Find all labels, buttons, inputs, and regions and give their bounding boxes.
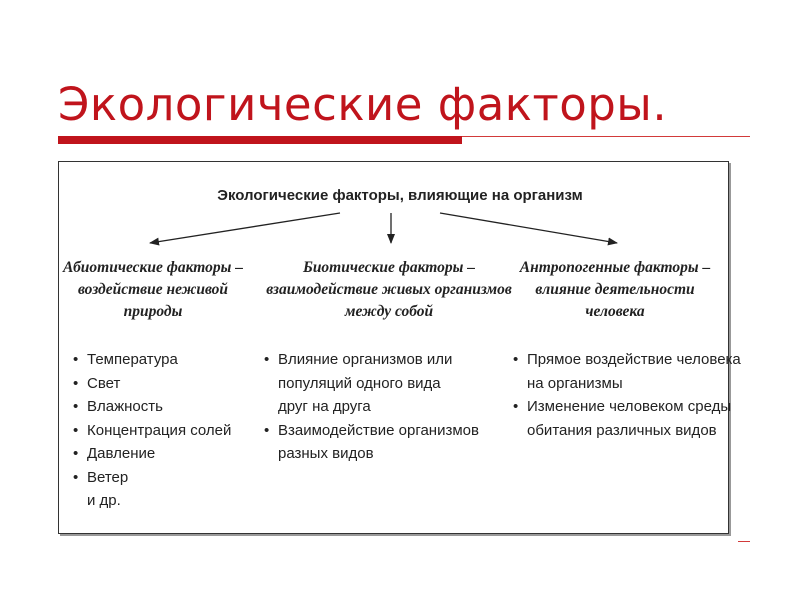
list-item: • Свет bbox=[72, 372, 231, 396]
list-item: друг на друга bbox=[278, 398, 371, 415]
footer-mark bbox=[738, 541, 750, 542]
list-item: • Концентрация солей bbox=[72, 419, 231, 443]
diagram-heading: Экологические факторы, влияющие на организм bbox=[217, 187, 583, 204]
anthropogenic-list bbox=[512, 348, 741, 442]
list-item: • Влияние организмов или bbox=[263, 348, 479, 372]
list-item: • Давление bbox=[72, 442, 231, 466]
abiotic-header: Абиотические факторы – воздействие неживой природы bbox=[62, 259, 244, 320]
list-item: популяций одного вида bbox=[278, 374, 441, 392]
list-item: разных видов bbox=[278, 445, 374, 462]
biotic-header: Биотические факторы – взаимодействие живых организмов между собой bbox=[266, 259, 512, 320]
list-item: на организмы bbox=[527, 374, 623, 392]
arrow-left bbox=[150, 213, 340, 243]
anthropogenic-header: Антропогенные факторы – влияние деятельности человека bbox=[519, 259, 711, 320]
list-item-tail: и др. bbox=[87, 492, 121, 509]
list-item: • Влажность bbox=[72, 395, 231, 419]
list-item: обитания различных видов bbox=[527, 421, 717, 439]
list-item: • Взаимодействие организмов bbox=[263, 419, 479, 443]
list-item: • Прямое воздействие человека bbox=[512, 348, 741, 372]
arrow-right bbox=[440, 213, 617, 243]
slide-title: Экологические факторы. bbox=[58, 78, 668, 131]
list-item: • Изменение человеком среды bbox=[512, 395, 741, 419]
list-item: • Ветер bbox=[72, 466, 231, 490]
list-item: • Температура bbox=[72, 348, 231, 372]
biotic-list bbox=[263, 348, 479, 466]
abiotic-list bbox=[72, 348, 231, 513]
